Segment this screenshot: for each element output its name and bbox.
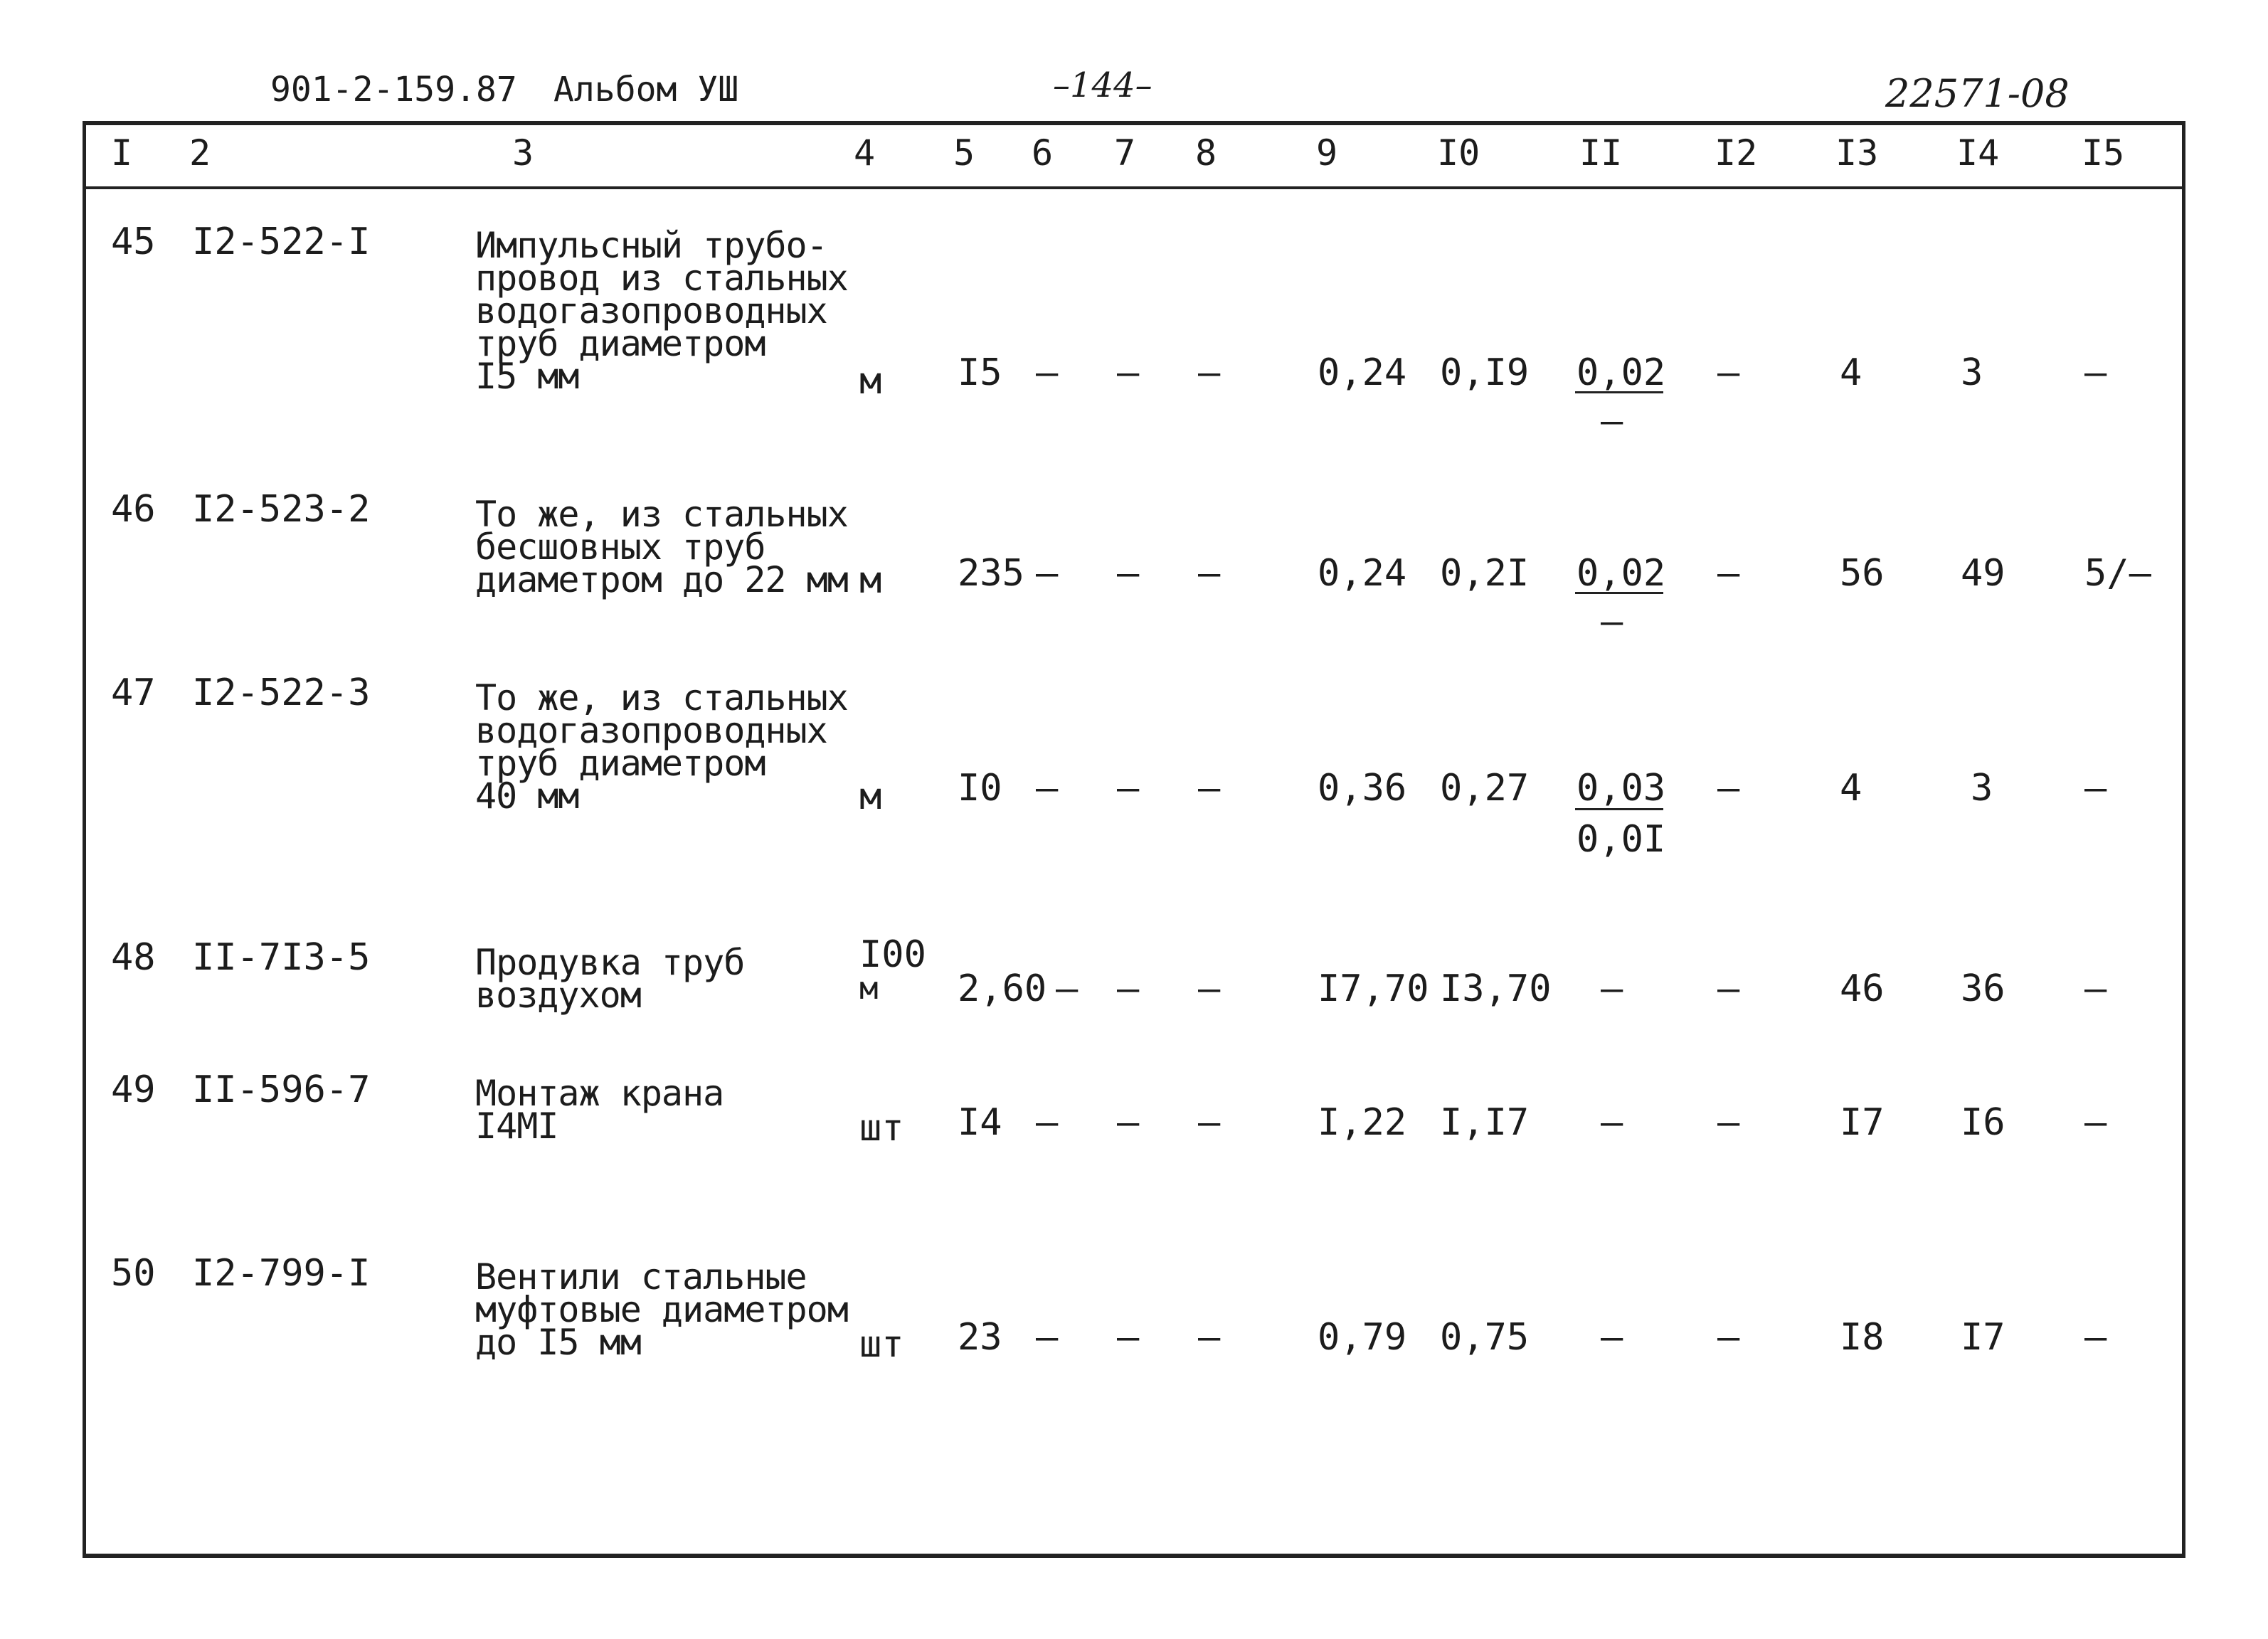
- cell-col10: 0,27: [1440, 767, 1530, 810]
- cell-col11-denominator: 0,0I: [1577, 818, 1666, 861]
- cell-col15: –: [2084, 351, 2107, 394]
- work-description: Монтаж крана I4MI: [475, 1073, 724, 1147]
- cell-col12: –: [1717, 1316, 1740, 1359]
- column-number: I0: [1437, 132, 1480, 174]
- column-number: I3: [1835, 132, 1879, 174]
- quantity: I0: [958, 767, 1002, 810]
- column-number: 2: [189, 132, 211, 174]
- cell-col7: –: [1117, 967, 1140, 1010]
- cell-col13: 46: [1840, 967, 1885, 1010]
- cell-col7: –: [1117, 1316, 1140, 1359]
- cell-col15: –: [2084, 767, 2107, 810]
- row-number: 45: [111, 221, 156, 263]
- cell-col11-numerator: 0,03: [1577, 767, 1666, 810]
- cell-col9: 0,24: [1318, 552, 1407, 595]
- cell-col11: –: [1601, 1316, 1623, 1359]
- cell-col15: –: [2084, 1101, 2107, 1144]
- fraction-line: [1575, 391, 1663, 393]
- column-number: 3: [512, 132, 534, 174]
- cell-col13: I7: [1840, 1101, 1885, 1144]
- cell-col7: –: [1117, 1101, 1140, 1144]
- column-number: 9: [1316, 132, 1338, 174]
- cell-col13: I8: [1840, 1316, 1885, 1359]
- cell-col12: –: [1717, 967, 1740, 1010]
- cell-col12: –: [1717, 351, 1740, 394]
- cell-col6: –: [1036, 767, 1059, 810]
- album-label: Альбом УШ: [553, 70, 739, 110]
- cell-col10: 0,75: [1440, 1316, 1530, 1359]
- cell-col10: 0,2I: [1440, 552, 1530, 595]
- row-number: 49: [111, 1068, 156, 1111]
- cell-col11-denominator: –: [1601, 600, 1623, 643]
- rate-code: I2-523-2: [192, 488, 371, 531]
- cell-col10: I3,70: [1440, 967, 1552, 1010]
- unit: м: [859, 559, 882, 602]
- cell-col10: I,I7: [1440, 1101, 1530, 1144]
- work-description: Продувка труб воздухом: [475, 942, 745, 1016]
- cell-col9: I,22: [1318, 1101, 1407, 1144]
- fraction-line: [1575, 592, 1663, 594]
- cell-col15: –: [2084, 967, 2107, 1010]
- cell-col8: –: [1198, 552, 1221, 595]
- page-number: –144–: [1053, 65, 1152, 105]
- cell-col14: I6: [1961, 1101, 2005, 1144]
- column-number: I2: [1715, 132, 1758, 174]
- work-description: Импульсный трубо- провод из стальных водогазопроводных труб диаметром I5 мм: [475, 225, 848, 397]
- cell-col11: –: [1601, 1101, 1623, 1144]
- column-number: 7: [1114, 132, 1136, 174]
- unit: шт: [859, 1323, 904, 1366]
- column-number: II: [1579, 132, 1623, 174]
- cell-col8: –: [1198, 1101, 1221, 1144]
- quantity: 235: [958, 552, 1024, 595]
- document-code: 901-2-159.87: [270, 70, 517, 110]
- cell-col14: 36: [1961, 967, 2005, 1010]
- column-number: I: [111, 132, 133, 174]
- cell-col6: –: [1036, 1101, 1059, 1144]
- column-number: 5: [953, 132, 975, 174]
- work-description: То же, из стальных бесшовных труб диаметром до 22 мм: [475, 494, 848, 600]
- header-divider: [83, 186, 2185, 189]
- rate-code: I2-799-I: [192, 1252, 371, 1295]
- cell-col9: 0,79: [1318, 1316, 1407, 1359]
- column-number: 6: [1032, 132, 1054, 174]
- cell-col14: 3: [1961, 351, 1983, 394]
- cell-col6: –: [1036, 552, 1059, 595]
- cell-col15: 5/–: [2084, 552, 2151, 595]
- cell-col8: –: [1198, 767, 1221, 810]
- cell-col10: 0,I9: [1440, 351, 1530, 394]
- row-number: 48: [111, 936, 156, 979]
- cell-col11-denominator: –: [1601, 400, 1623, 442]
- row-number: 50: [111, 1252, 156, 1295]
- cell-col13: 4: [1840, 767, 1862, 810]
- quantity: I4: [958, 1101, 1002, 1144]
- cell-col8: –: [1198, 351, 1221, 394]
- column-number: 8: [1195, 132, 1217, 174]
- cell-col11: –: [1601, 967, 1623, 1010]
- column-number: I5: [2082, 132, 2125, 174]
- work-description: То же, из стальных водогазопроводных труб диаметром 40 мм: [475, 677, 848, 817]
- work-description: Вентили стальные муфтовые диаметром до I5 мм: [475, 1256, 848, 1363]
- cell-col6: –: [1056, 967, 1079, 1010]
- rate-code: I2-522-3: [192, 672, 371, 714]
- cell-col8: –: [1198, 1316, 1221, 1359]
- cell-col7: –: [1117, 767, 1140, 810]
- cell-col7: –: [1117, 552, 1140, 595]
- cell-col15: –: [2084, 1316, 2107, 1359]
- cell-col14: 3: [1971, 767, 1993, 810]
- unit: I00 м: [859, 933, 926, 1007]
- cell-col11-numerator: 0,02: [1577, 552, 1666, 595]
- column-number: I4: [1956, 132, 2000, 174]
- quantity: 23: [958, 1316, 1002, 1359]
- cell-col9: 0,24: [1318, 351, 1407, 394]
- quantity: I5: [958, 351, 1002, 394]
- cell-col12: –: [1717, 767, 1740, 810]
- cell-col8: –: [1198, 967, 1221, 1010]
- unit: м: [859, 775, 882, 818]
- row-number: 47: [111, 672, 156, 714]
- fraction-line: [1575, 808, 1663, 810]
- unit: шт: [859, 1107, 904, 1150]
- quantity: 2,60: [958, 967, 1047, 1010]
- column-number: 4: [854, 132, 876, 174]
- cell-col9: I7,70: [1318, 967, 1429, 1010]
- cell-col6: –: [1036, 1316, 1059, 1359]
- cell-col14: 49: [1961, 552, 2005, 595]
- rate-code: II-7I3-5: [192, 936, 371, 979]
- cell-col13: 4: [1840, 351, 1862, 394]
- sheet-code: 22571-08: [1885, 71, 2070, 116]
- cell-col11-numerator: 0,02: [1577, 351, 1666, 394]
- row-number: 46: [111, 488, 156, 531]
- cell-col12: –: [1717, 552, 1740, 595]
- cell-col9: 0,36: [1318, 767, 1407, 810]
- cell-col13: 56: [1840, 552, 1885, 595]
- cell-col14: I7: [1961, 1316, 2005, 1359]
- cell-col6: –: [1036, 351, 1059, 394]
- cell-col12: –: [1717, 1101, 1740, 1144]
- cell-col7: –: [1117, 351, 1140, 394]
- rate-code: I2-522-I: [192, 221, 371, 263]
- unit: м: [859, 360, 882, 403]
- rate-code: II-596-7: [192, 1068, 371, 1111]
